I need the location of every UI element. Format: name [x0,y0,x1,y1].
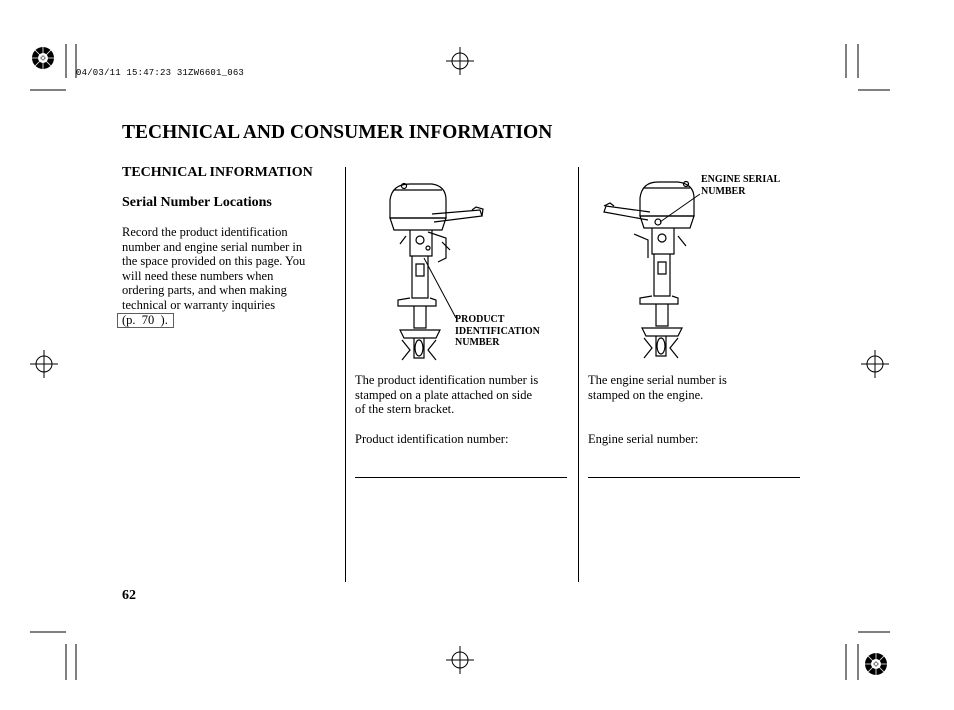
intro-paragraph: Record the product identification number and engine serial number in the space provided on this page. You will need these numbers when ordering parts, and when making technical or warranty inquiries (p. 70 ). [122,225,334,328]
print-stamp: 04/03/11 15:47:23 31ZW6601_063 [76,68,245,78]
engine-serial-field-label: Engine serial number: [588,432,699,446]
section-title: TECHNICAL INFORMATION [122,165,313,180]
product-id-entry-line[interactable] [355,477,567,478]
column-divider-left [345,167,346,582]
engine-serial-callout: ENGINE SERIAL NUMBER [701,174,781,197]
page-reference-link[interactable]: (p. 70 ). [117,313,174,328]
outboard-motor-illustration-engine [600,178,710,368]
engine-serial-entry-line[interactable] [588,477,800,478]
page-number: 62 [122,588,136,603]
column-divider-right [578,167,579,582]
subsection-title: Serial Number Locations [122,195,272,210]
engine-serial-description: The engine serial number is stamped on the engine. [588,373,727,402]
page-title: TECHNICAL AND CONSUMER INFORMATION [122,122,553,143]
product-id-description: The product identification number is stamped on a plate attached on side of the stern bracket. [355,373,539,416]
product-id-field-label: Product identification number: [355,432,509,446]
product-id-callout: PRODUCT IDENTIFICATION NUMBER [455,314,540,348]
